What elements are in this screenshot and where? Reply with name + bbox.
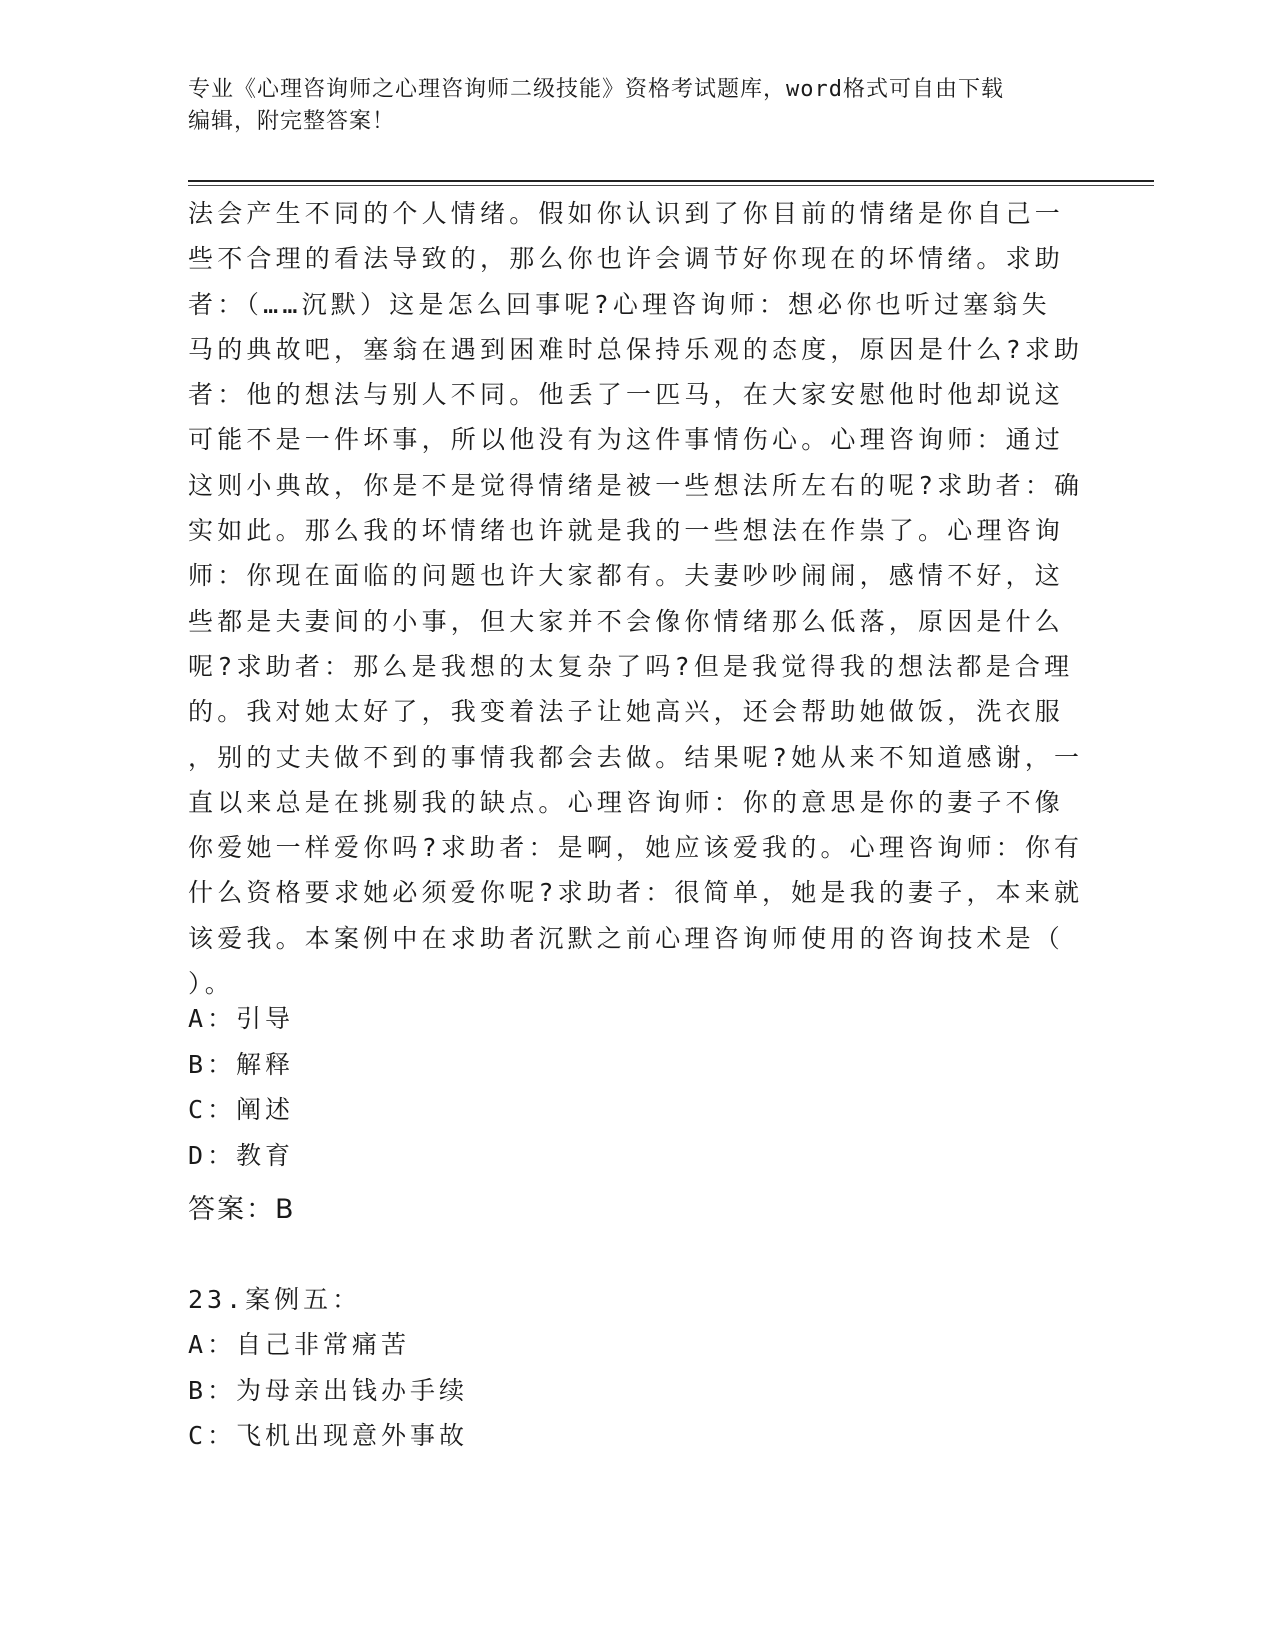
- option-a: A：自己非常痛苦: [188, 1330, 411, 1359]
- passage-line: 这则小典故，你是不是觉得情绪是被一些想法所左右的呢?求助者：确: [188, 470, 1084, 500]
- passage-line: 法会产生不同的个人情绪。假如你认识到了你目前的情绪是你自己一: [188, 199, 1065, 228]
- passage-line: 该爱我。本案例中在求助者沉默之前心理咨询师使用的咨询技术是（: [188, 923, 1065, 953]
- header-divider-thick: [188, 180, 1154, 182]
- passage-line: 的。我对她太好了，我变着法子让她高兴，还会帮助她做饭，洗衣服: [188, 697, 1065, 727]
- question-22-options: [188, 996, 888, 1178]
- passage-line: 可能不是一件坏事，所以他没有为这件事情伤心。心理咨询师：通过: [188, 425, 1065, 455]
- option-a: A：引导: [188, 1004, 295, 1033]
- option-c: C：飞机出现意外事故: [188, 1421, 469, 1450]
- option-b: B：解释: [188, 1049, 295, 1079]
- question-passage: [188, 191, 1088, 1006]
- header-line-1: 专业《心理咨询师之心理咨询师二级技能》资格考试题库，word格式可自由下载: [188, 77, 1004, 102]
- question-23-options: [188, 1322, 888, 1459]
- passage-line: 些都是夫妻间的小事，但大家并不会像你情绪那么低落，原因是什么: [188, 606, 1065, 636]
- passage-line: 者：（……沉默）这是怎么回事呢?心理咨询师：想必你也听过塞翁失: [188, 289, 1051, 319]
- question-23-title: 23.案例五：: [188, 1285, 362, 1314]
- header-divider-thin: [188, 185, 1154, 186]
- passage-line: 马的典故吧，塞翁在遇到困难时总保持乐观的态度，原因是什么?求助: [188, 334, 1084, 364]
- passage-line: ，别的丈夫做不到的事情我都会去做。结果呢?她从来不知道感谢，一: [188, 742, 1084, 772]
- header-line-2: 编辑，附完整答案！: [188, 109, 396, 134]
- passage-line: 些不合理的看法导致的，那么你也许会调节好你现在的坏情绪。求助: [188, 244, 1065, 274]
- passage-line: 呢?求助者：那么是我想的太复杂了吗?但是我觉得我的想法都是合理: [188, 651, 1074, 681]
- passage-line: 者：他的想法与别人不同。他丢了一匹马，在大家安慰他时他却说这: [188, 380, 1065, 410]
- option-c: C：阐述: [188, 1095, 295, 1124]
- passage-line: 直以来总是在挑剔我的缺点。心理咨询师：你的意思是你的妻子不像: [188, 787, 1065, 817]
- passage-line: 师：你现在面临的问题也许大家都有。夫妻吵吵闹闹，感情不好，这: [188, 561, 1065, 591]
- option-b: B：为母亲出钱办手续: [188, 1375, 469, 1405]
- option-d: D：教育: [188, 1140, 295, 1170]
- passage-line: 你爱她一样爱你吗?求助者：是啊，她应该爱我的。心理咨询师：你有: [188, 833, 1084, 863]
- passage-line: ）。: [188, 969, 234, 999]
- answer-line: 答案：B: [188, 1194, 296, 1225]
- passage-line: 什么资格要求她必须爱你呢?求助者：很简单，她是我的妻子，本来就: [188, 878, 1084, 908]
- page-header: [188, 74, 1088, 138]
- passage-line: 实如此。那么我的坏情绪也许就是我的一些想法在作祟了。心理咨询: [188, 516, 1065, 546]
